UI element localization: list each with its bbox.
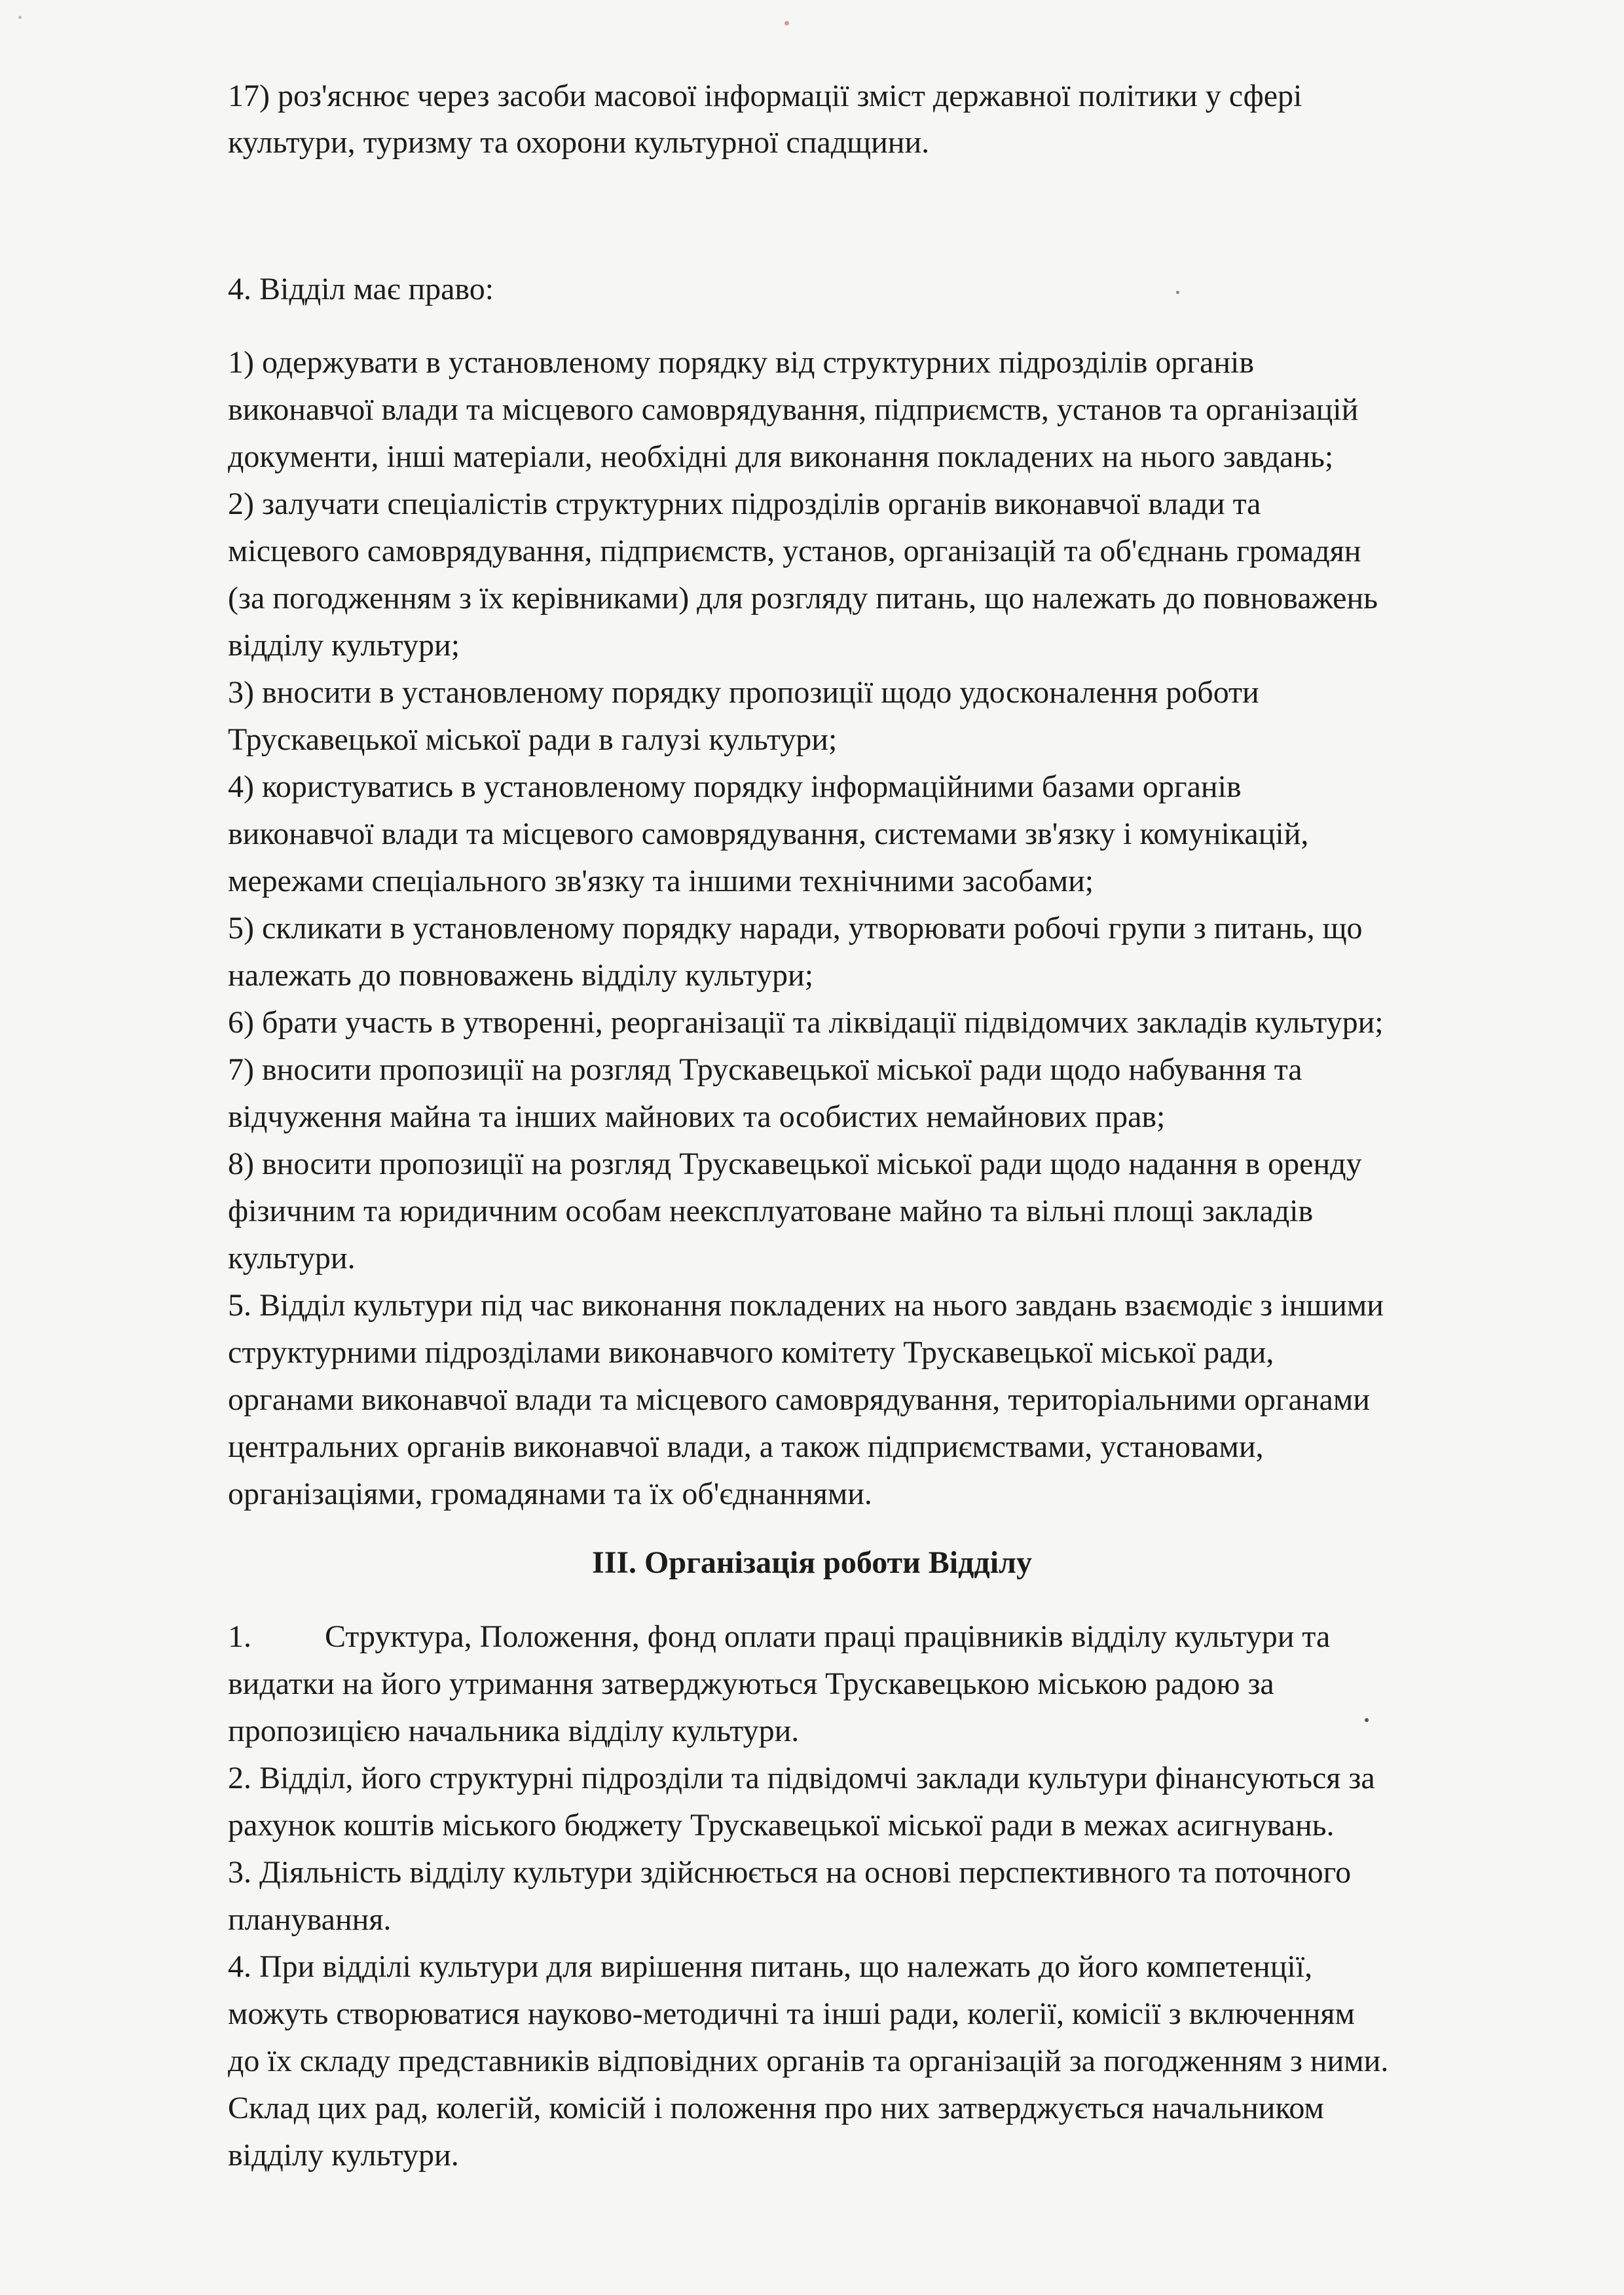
scan-speck [1176,291,1179,294]
text-line: мережами спеціального зв'язку та іншими технічними засобами; [228,864,1094,898]
text-line: центральних органів виконавчої влади, а також підприємствами, установами, [228,1429,1264,1464]
text-line: органами виконавчої влади та місцевого самоврядування, територіальними органами [228,1382,1370,1417]
text-line: відчуження майна та інших майнових та особистих немайнових прав; [228,1099,1166,1134]
text-line: документи, інші матеріали, необхідні для виконання покладених на нього завдань; [228,439,1334,474]
text-line: пропозицією начальника відділу культури. [228,1714,800,1748]
text-line: відділу культури. [228,2138,459,2173]
text-line: 7) вносити пропозиції на розгляд Трускавецької міської ради щодо набування та [228,1052,1302,1087]
text-line: планування. [228,1902,392,1937]
text-line: до їх складу представників відповідних органів та організацій за погодженням з ними. [228,2044,1389,2078]
text-line: 5) скликати в установленому порядку наради, утворювати робочі групи з питань, що [228,911,1363,946]
text-line: рахунок коштів міського бюджету Трускавецької міської ради в межах асигнувань. [228,1808,1335,1843]
text-line: місцевого самоврядування, підприємств, установ, організацій та об'єднань громадян [228,534,1361,568]
text-line: 2) залучати спеціалістів структурних підрозділів органів виконавчої влади та [228,487,1261,521]
section-title: ІІІ. Організація роботи Відділу [592,1545,1032,1580]
text-line: 2. Відділ, його структурні підрозділи та підвідомчі заклади культури фінансуються за [228,1761,1375,1795]
text-line: 8) вносити пропозиції на розгляд Трускавецької міської ради щодо надання в оренду [228,1147,1362,1181]
section-heading: 4. Відділ має право: [228,272,494,306]
text-line: 4) користуватись в установленому порядку інформаційними базами органів [228,769,1242,804]
text-line [228,1614,1330,1660]
text-line: Трускавецької міської ради в галузі культури; [228,722,838,757]
text-line: 3. Діяльність відділу культури здійснюється на основі перспективного та поточного [228,1855,1352,1890]
text-line: культури. [228,1241,356,1276]
text-line: (за погодженням з їх керівниками) для розгляду питань, що належать до повноважень [228,581,1378,615]
scan-speck [18,16,22,19]
text-line: виконавчої влади та місцевого самоврядування, підприємств, установ та організацій [228,392,1359,427]
text-line: 5. Відділ культури під час виконання покладених на нього завдань взаємодіє з іншими [228,1288,1384,1323]
text-line: видатки на його утримання затверджуються Трускавецькою міською радою за [228,1666,1274,1701]
text-line: фізичним та юридичним особам неексплуатоване майно та вільні площі закладів [228,1194,1314,1228]
text-line: відділу культури; [228,628,460,663]
scan-speck [784,21,789,26]
text-line: організаціями, громадянами та їх об'єднаннями. [228,1477,872,1511]
text-line: структурними підрозділами виконавчого комітету Трускавецької міської ради, [228,1335,1274,1370]
text-line: виконавчої влади та місцевого самоврядування, системами зв'язку і комунікацій, [228,817,1309,851]
text-line: можуть створюватися науково-методичні та інші ради, колегії, комісії з включенням [228,1996,1355,2031]
item-text: Структура, Положення, фонд оплати праці працівників відділу культури та [325,1619,1331,1654]
text-line: 1) одержувати в установленому порядку від структурних підрозділів органів [228,345,1255,380]
text-line: 17) роз'яснює через засоби масової інформації зміст державної політики у сфері [228,79,1302,113]
item-number: 1. [228,1619,251,1654]
scan-speck [1365,1718,1369,1722]
text-line: 6) брати участь в утворенні, реорганізації та ліквідації підвідомчих закладів культури; [228,1005,1384,1040]
text-line: Склад цих рад, колегій, комісій і положення про них затверджується начальником [228,2091,1324,2125]
text-line: 4. При відділі культури для вирішення питань, що належать до його компетенції, [228,1949,1313,1984]
text-line: 3) вносити в установленому порядку пропозиції щодо удосконалення роботи [228,675,1259,710]
text-line: культури, туризму та охорони культурної спадщини. [228,125,930,160]
text-line: належать до повноважень відділу культури; [228,958,814,993]
